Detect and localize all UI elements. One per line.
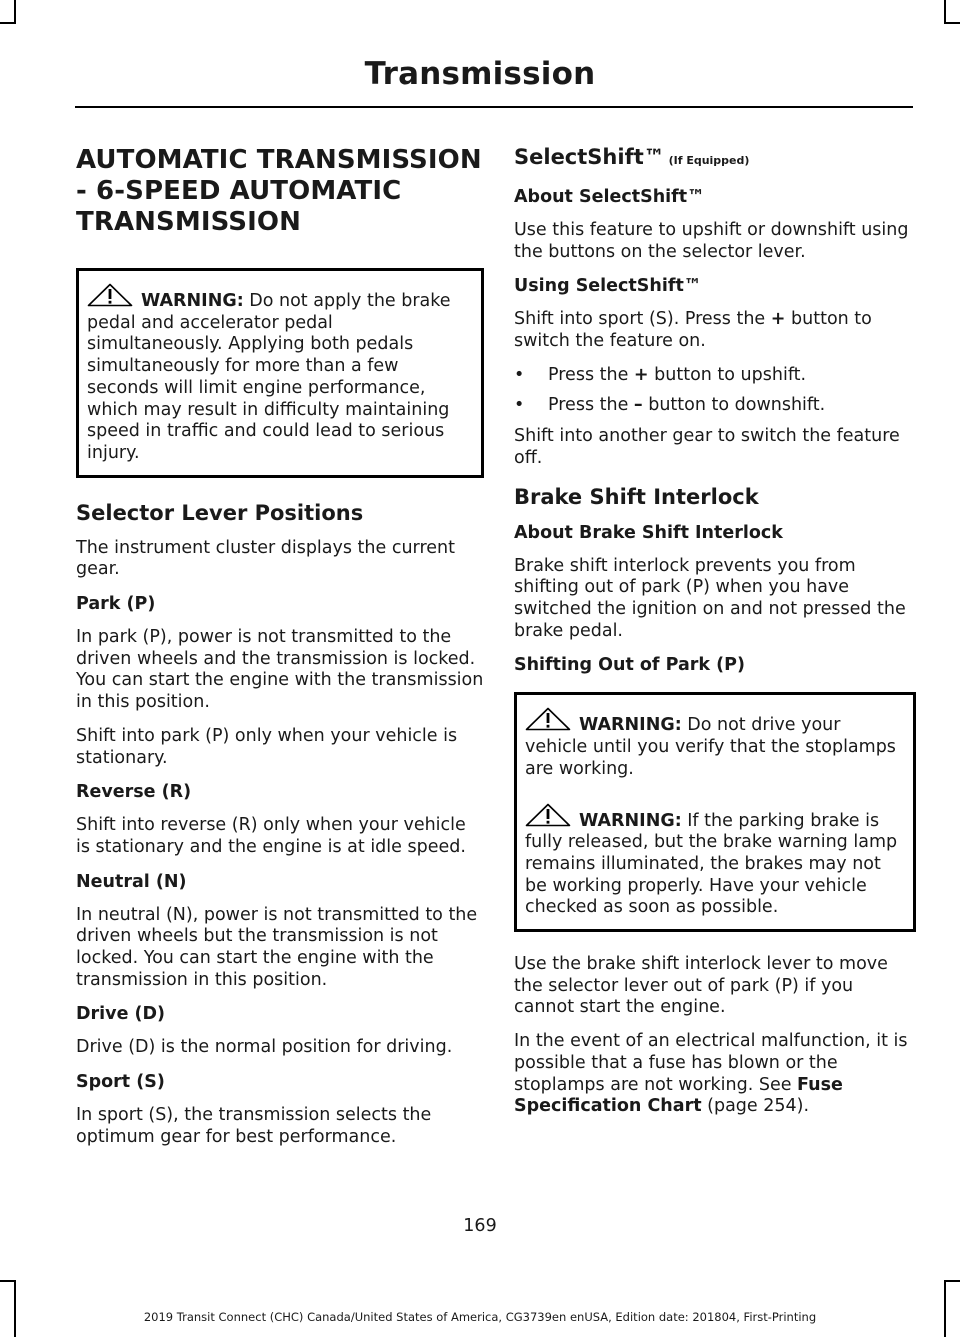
electrical-malfunction-text xyxy=(514,1031,916,1118)
about-bsi-text: Brake shift interlock prevents you from shifting out of park (P) when you have switched the ignition on and not pressed the brake pedal. xyxy=(514,555,906,641)
bullet-1-part-b: button to upshift. xyxy=(648,364,807,385)
crop-mark-top-left-v xyxy=(14,0,16,24)
heading-brake-shift-interlock: Brake Shift Interlock xyxy=(514,484,759,509)
plus-symbol: + xyxy=(633,364,649,385)
crop-mark-bottom-left-h xyxy=(0,1280,16,1282)
fuse-chart-link[interactable]: Fuse Specification Chart xyxy=(514,1074,843,1117)
bullet-2-part-b: button to downshift. xyxy=(642,394,826,415)
neutral-text: In neutral (N), power is not transmitted to the driven wheels but the transmission is not locked. You can start the engine with the transmission in this position. xyxy=(76,904,478,990)
heading-neutral: Neutral (N) xyxy=(76,871,187,892)
list-item-downshift xyxy=(514,395,916,417)
warning-paragraph-2 xyxy=(525,803,905,920)
crop-mark-bottom-right-v xyxy=(944,1280,946,1337)
warning-box-pedals xyxy=(76,268,484,478)
heading-reverse: Reverse (R) xyxy=(76,782,192,803)
footer-edition-info: 2019 Transit Connect (CHC) Canada/United States of America, CG3739en enUSA, Edition date: 201804, First-Printing xyxy=(143,1310,817,1324)
event-text-part-a: In the event of an electrical malfunction, it is possible that a fuse has blown or the stoplamps are not working. See xyxy=(514,1031,908,1095)
using-selectshift-text xyxy=(514,309,916,352)
warning-text: If the parking brake is fully released, but the brake warning lamp remains illuminated, the brakes may not be working properly. Have your vehicle checked as soon as possible. xyxy=(525,810,898,918)
warning-triangle-icon xyxy=(525,803,571,827)
switch-off-text: Shift into another gear to switch the feature off. xyxy=(514,426,900,468)
heading-drive: Drive (D) xyxy=(76,1004,166,1025)
warning-triangle-icon xyxy=(525,707,571,731)
heading-selectshift xyxy=(514,144,916,174)
if-equipped-note: (If Equipped) xyxy=(664,154,750,167)
warning-label: WARNING: xyxy=(579,715,682,736)
selectshift-bullet-list xyxy=(514,365,916,416)
heading-shifting-out-of-park: Shifting Out of Park (P) xyxy=(514,655,745,676)
selectshift-title: SelectShift™ xyxy=(514,145,665,169)
crop-mark-top-right-v xyxy=(944,0,946,24)
bullet-icon: • xyxy=(514,394,525,415)
crop-mark-top-right-h xyxy=(944,22,960,24)
heading-using-selectshift: Using SelectShift™ xyxy=(514,276,702,297)
heading-park: Park (P) xyxy=(76,594,156,615)
park-text-2: Shift into park (P) only when your vehicle is stationary. xyxy=(76,725,458,768)
crop-mark-top-left-h xyxy=(0,22,16,24)
drive-text: Drive (D) is the normal position for driving. xyxy=(76,1037,453,1058)
park-text-1: In park (P), power is not transmitted to the driven wheels and the transmission is locked. You can start the engine with the transmission in this position. xyxy=(76,627,484,713)
warning-paragraph-1 xyxy=(525,707,905,780)
bullet-2-part-a: Press the xyxy=(548,394,634,415)
section-heading-automatic-transmission: AUTOMATIC TRANSMISSION - 6-SPEED AUTOMATIC TRANSMISSION xyxy=(76,145,482,237)
selector-text: The instrument cluster displays the current gear. xyxy=(76,537,455,580)
crop-mark-bottom-left-v xyxy=(14,1280,16,1337)
warning-label: WARNING: xyxy=(579,810,682,831)
about-selectshift-text: Use this feature to upshift or downshift using the buttons on the selector lever. xyxy=(514,220,909,262)
using-text-part-b: button to switch the feature on. xyxy=(514,309,872,352)
plus-button-symbol: + xyxy=(770,309,786,330)
warning-paragraph xyxy=(87,283,473,465)
minus-symbol: – xyxy=(633,394,643,415)
warning-label: WARNING: xyxy=(141,291,244,311)
event-text-part-b: (page 254). xyxy=(701,1096,810,1117)
page-number: 169 xyxy=(463,1216,497,1236)
left-column xyxy=(76,140,484,1161)
using-text-part-a: Shift into sport (S). Press the xyxy=(514,309,771,330)
list-item-upshift xyxy=(514,365,916,387)
interlock-lever-text: Use the brake shift interlock lever to move the selector lever out of park (P) if you cannot start the engine. xyxy=(514,954,888,1018)
warning-box-stoplamps xyxy=(514,692,916,932)
header-divider xyxy=(75,106,913,108)
bullet-1-part-a: Press the xyxy=(548,364,634,385)
bullet-icon: • xyxy=(514,364,525,385)
heading-selector-lever-positions: Selector Lever Positions xyxy=(76,500,364,525)
reverse-text: Shift into reverse (R) only when your vehicle is stationary and the engine is at idle speed. xyxy=(76,815,466,857)
sport-text: In sport (S), the transmission selects the optimum gear for best performance. xyxy=(76,1105,432,1147)
heading-sport: Sport (S) xyxy=(76,1072,165,1093)
warning-text: Do not apply the brake pedal and accelerator pedal simultaneously. Applying both pedals simultaneously for more than a few seconds will limit engine performance, which may result in difficulty maintaining speed in traffic and could lead to serious injury. xyxy=(87,291,451,463)
heading-about-brake-shift-interlock: About Brake Shift Interlock xyxy=(514,522,783,543)
warning-text: Do not drive your vehicle until you verify that the stoplamps are working. xyxy=(525,715,896,779)
heading-about-selectshift: About SelectShift™ xyxy=(514,187,705,207)
right-column xyxy=(514,140,916,1130)
chapter-title: Transmission xyxy=(364,56,596,92)
warning-triangle-icon xyxy=(87,283,133,307)
crop-mark-bottom-right-h xyxy=(944,1280,960,1282)
